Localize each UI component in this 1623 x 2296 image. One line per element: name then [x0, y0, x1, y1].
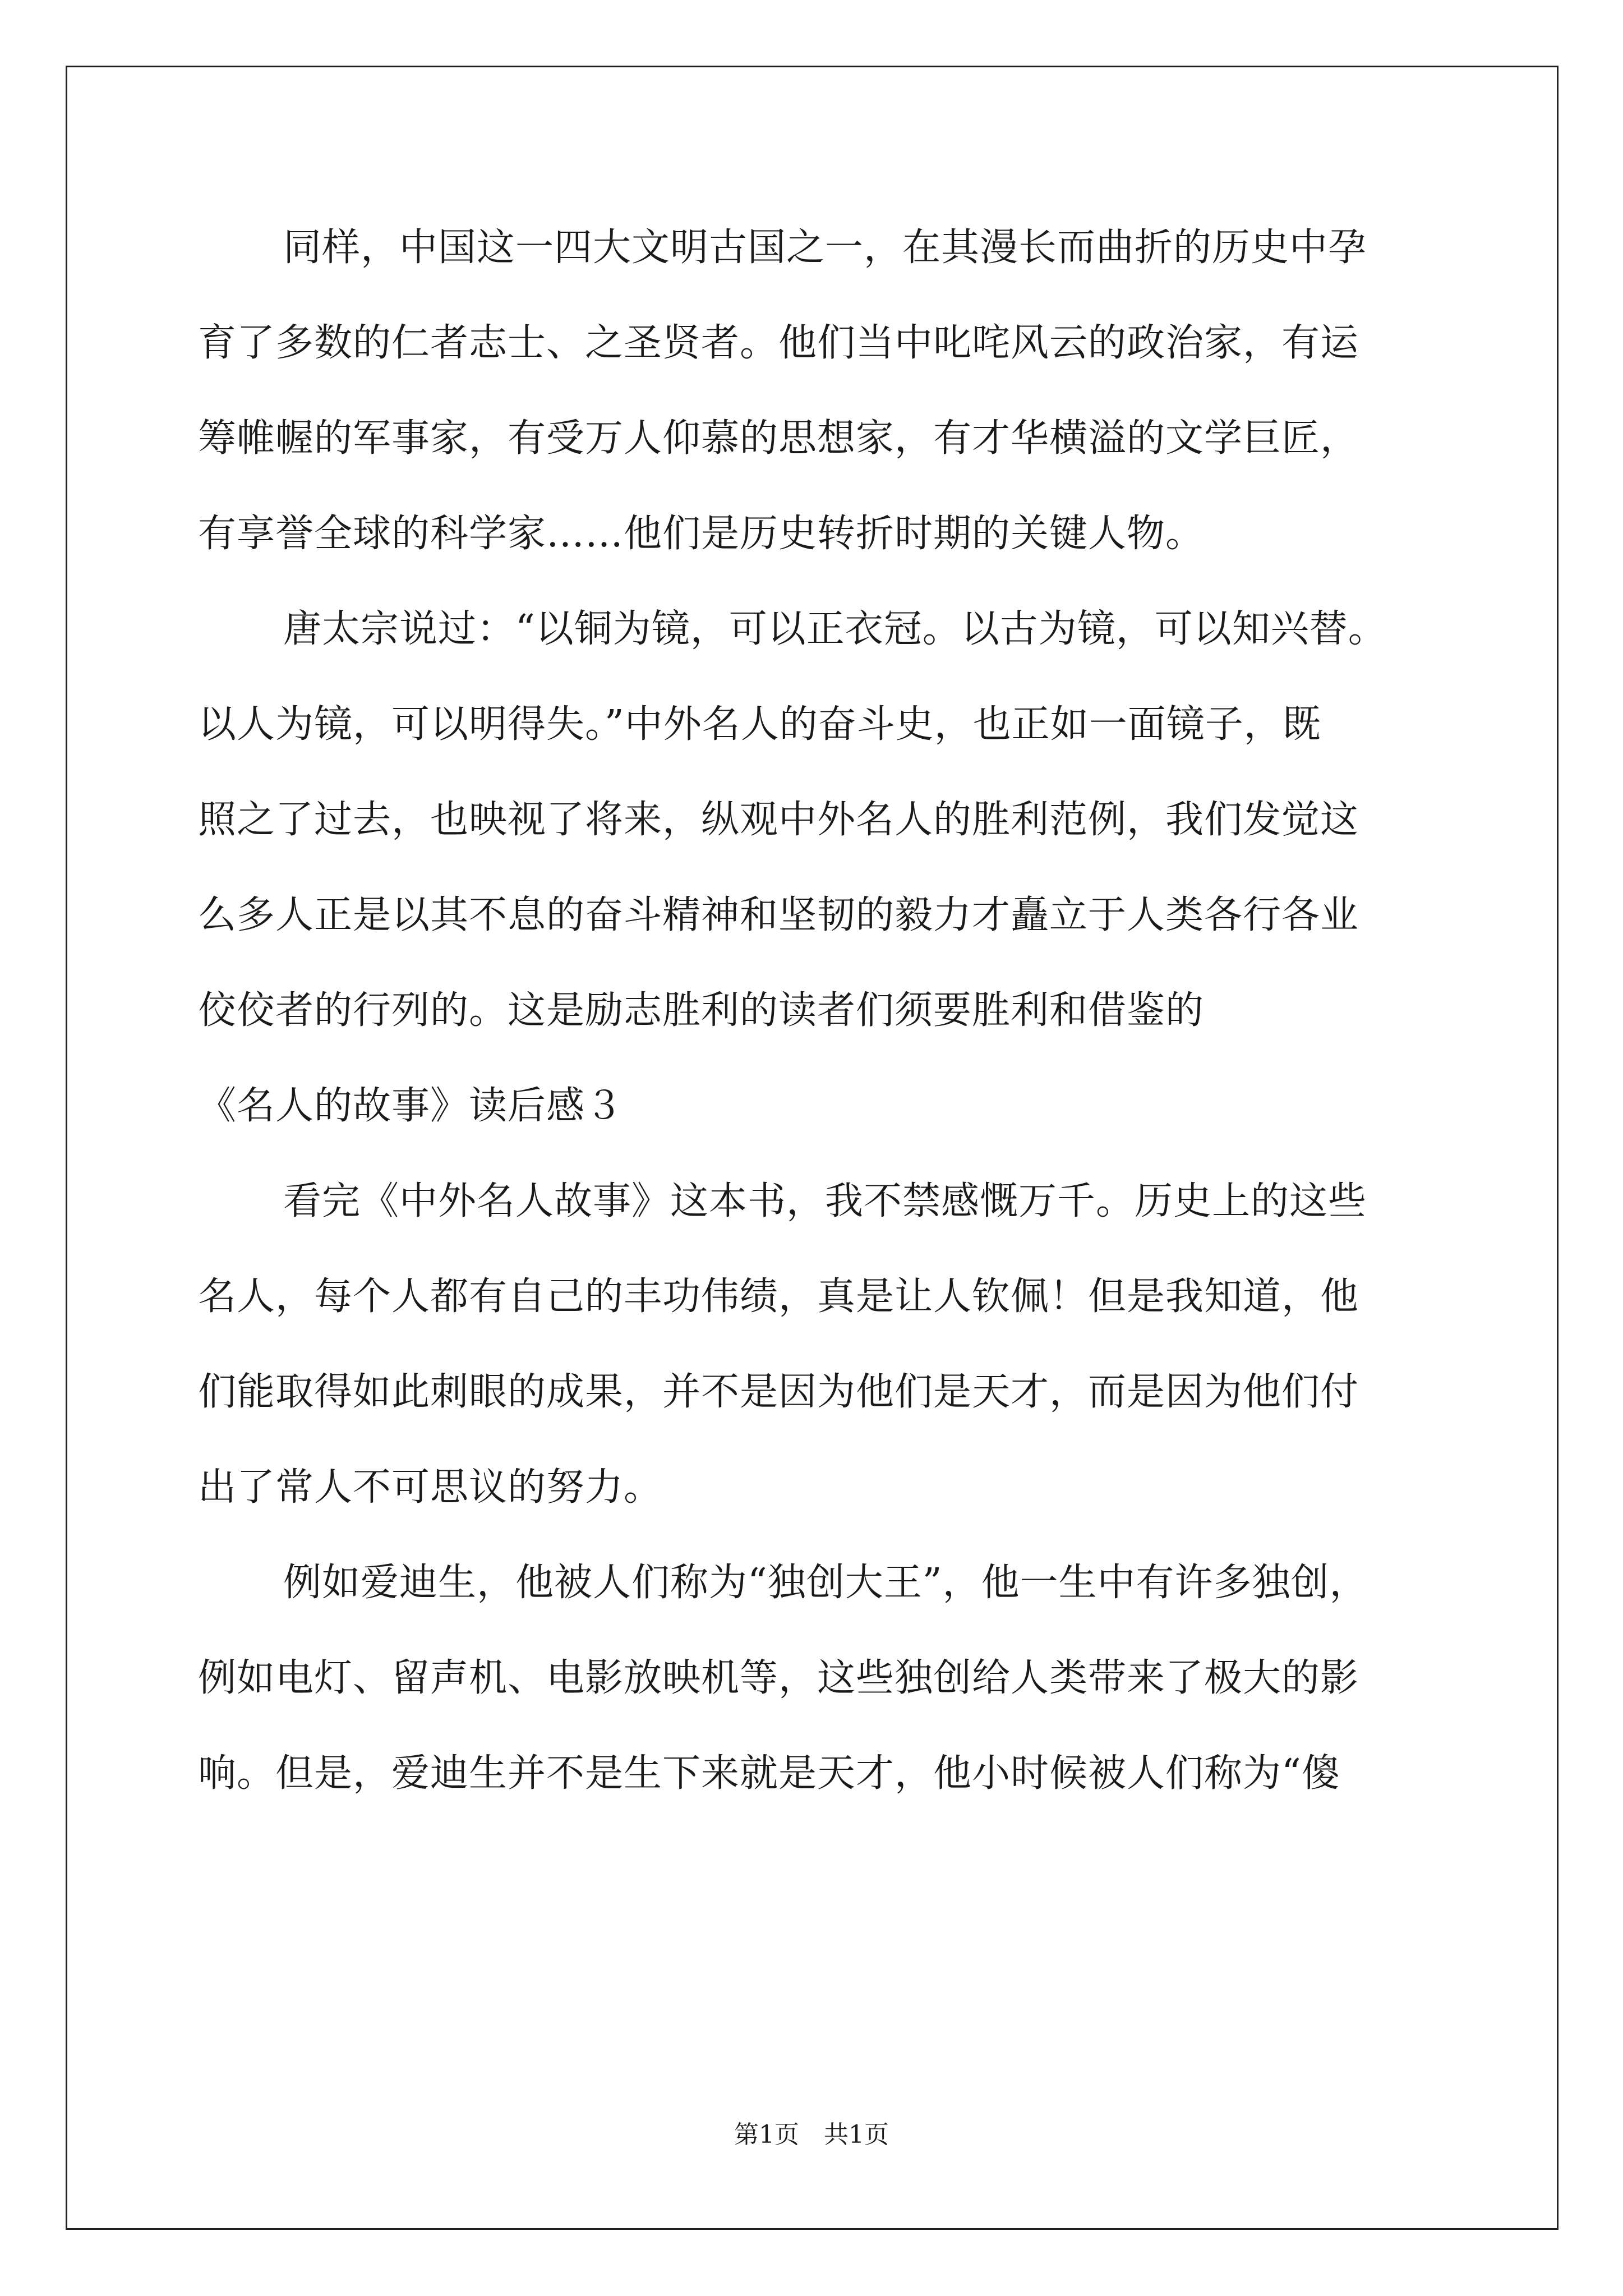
text-line: 照之了过去，也映视了将来，纵观中外名人的胜利范例，我们发觉这 [198, 798, 1359, 842]
text-line: 同样，中国这一四大文明古国之一，在其漫长而曲折的历史中孕 [283, 226, 1367, 270]
text-line: 筹帷幄的军事家，有受万人仰慕的思想家，有才华横溢的文学巨匠， [198, 416, 1359, 461]
text-line: 看完《中外名人故事》这本书，我不禁感慨万千。历史上的这些 [283, 1179, 1367, 1223]
page-footer: 第1页 共1页 [734, 2120, 889, 2149]
text-line: 名人，每个人都有自己的丰功伟绩，真是让人钦佩！但是我知道，他 [198, 1274, 1359, 1319]
page-border [66, 66, 1559, 2230]
text-line: 以人为镜，可以明得失。”中外名人的奋斗史，也正如一面镜子，既 [198, 702, 1321, 747]
text-line: 育了多数的仁者志士、之圣贤者。他们当中叱咤风云的政治家，有运 [198, 321, 1359, 365]
text-line: 例如爱迪生，他被人们称为“独创大王”，他一生中有许多独创， [283, 1561, 1368, 1605]
text-line: 佼佼者的行列的。这是励志胜利的读者们须要胜利和借鉴的 [198, 988, 1205, 1033]
text-line: 响。但是，爱迪生并不是生下来就是天才，他小时候被人们称为“傻 [198, 1751, 1340, 1796]
text-line: 有享誉全球的科学家……他们是历史转折时期的关键人物。 [198, 512, 1205, 556]
section-heading: 《名人的故事》读后感３ [198, 1084, 624, 1128]
text-line: 例如电灯、留声机、电影放映机等，这些独创给人类带来了极大的影 [198, 1656, 1359, 1700]
text-line: 么多人正是以其不息的奋斗精神和坚韧的毅力才矗立于人类各行各业 [198, 893, 1359, 937]
text-line: 唐太宗说过：“以铜为镜，可以正衣冠。以古为镜，可以知兴替。 [283, 607, 1387, 651]
text-line: 出了常人不可思议的努力。 [198, 1465, 663, 1510]
text-line: 们能取得如此刺眼的成果，并不是因为他们是天才，而是因为他们付 [198, 1370, 1359, 1414]
